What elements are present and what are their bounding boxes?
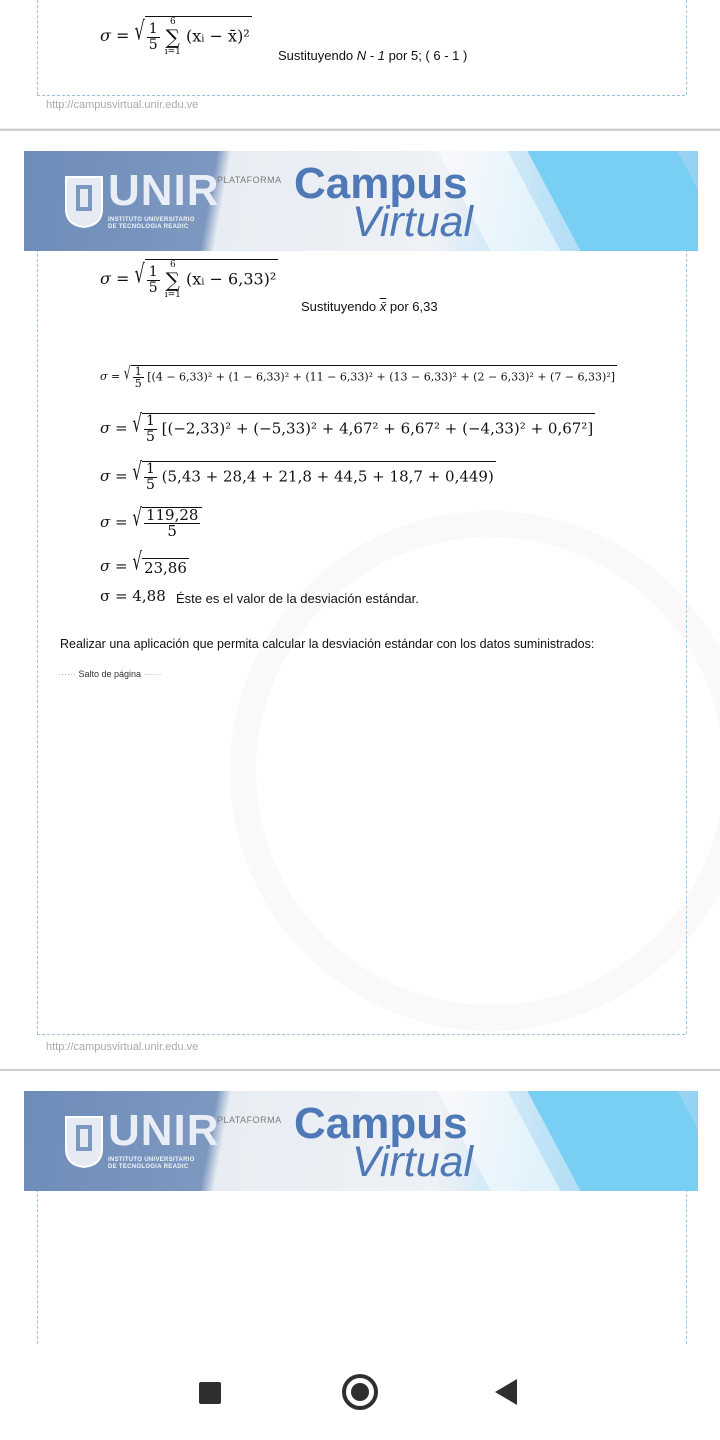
- unir-logo-text: UNIR: [108, 166, 220, 215]
- plataforma-label: PLATAFORMA: [217, 1115, 282, 1125]
- virtual-title: Virtual: [352, 1138, 474, 1186]
- document-page-3: [0, 1071, 720, 1344]
- unir-logo-text: UNIR: [108, 1106, 220, 1155]
- substitution-note: Sustituyendo N - 1 por 5; ( 6 - 1 ): [278, 48, 468, 63]
- document-page-top: [0, 0, 720, 128]
- page-break-marker: ······ Salto de página ······: [58, 669, 162, 679]
- back-icon[interactable]: [495, 1379, 517, 1405]
- formula-step-5: σ = √ $\frac{119,28}{5}$: [100, 507, 202, 539]
- unir-logo-subtitle: INSTITUTO UNIVERSITARIO DE TECNOLOGIA READIC: [108, 1157, 195, 1170]
- page-footer-url[interactable]: http://campusvirtual.unir.edu.ve: [46, 99, 199, 111]
- home-icon[interactable]: [342, 1374, 378, 1410]
- campus-virtual-header-banner: [24, 1091, 698, 1191]
- system-navigation-bar: [0, 1344, 720, 1440]
- virtual-title: Virtual: [352, 198, 474, 246]
- formula-result: σ = 4,88: [100, 587, 166, 605]
- unir-shield-icon: [64, 175, 104, 229]
- formula-sigma-definition: σ = √ $\frac{1}{5}$ 6 ∑ i=1 (xᵢ − x̄)²: [100, 15, 250, 57]
- substitution-note-mean: Sustituyendo x̄ por 6,33: [301, 299, 438, 314]
- document-page-2: [0, 131, 720, 1069]
- campus-title: Campus: [294, 1099, 468, 1148]
- recent-apps-icon[interactable]: [199, 1382, 221, 1404]
- formula-step-6: σ = √ 23,86: [100, 547, 187, 577]
- unir-shield-icon: [64, 1115, 104, 1169]
- formula-step-3: σ = √ $\frac{1}{5}$ [(−2,33)² + (−5,33)² + 4,67² + 6,67² + (−4,33)² + 0,67²]: [100, 409, 594, 445]
- campus-virtual-header-banner: [24, 151, 698, 251]
- formula-step-2: σ = √ $\frac{1}{5}$ [(4 − 6,33)² + (1 − 6,33)² + (11 − 6,33)² + (13 − 6,33)² + (2 − 6,33)² + (7 − 6,33)²]: [100, 362, 616, 390]
- exercise-instruction: Realizar una aplicación que permita calcular la desviación estándar con los datos suministrados:: [60, 637, 595, 651]
- result-note: Éste es el valor de la desviación estándar.: [176, 591, 419, 606]
- campus-title: Campus: [294, 159, 468, 208]
- unir-logo-subtitle: INSTITUTO UNIVERSITARIO DE TECNOLOGIA READIC: [108, 217, 195, 230]
- formula-step-1: σ = √ $\frac{1}{5}$ 6 ∑ i=1 (xᵢ − 6,33)²: [100, 258, 277, 300]
- page-footer-url[interactable]: http://campusvirtual.unir.edu.ve: [46, 1041, 199, 1053]
- formula-step-4: σ = √ $\frac{1}{5}$ (5,43 + 28,4 + 21,8 + 44,5 + 18,7 + 0,449): [100, 457, 494, 493]
- plataforma-label: PLATAFORMA: [217, 175, 282, 185]
